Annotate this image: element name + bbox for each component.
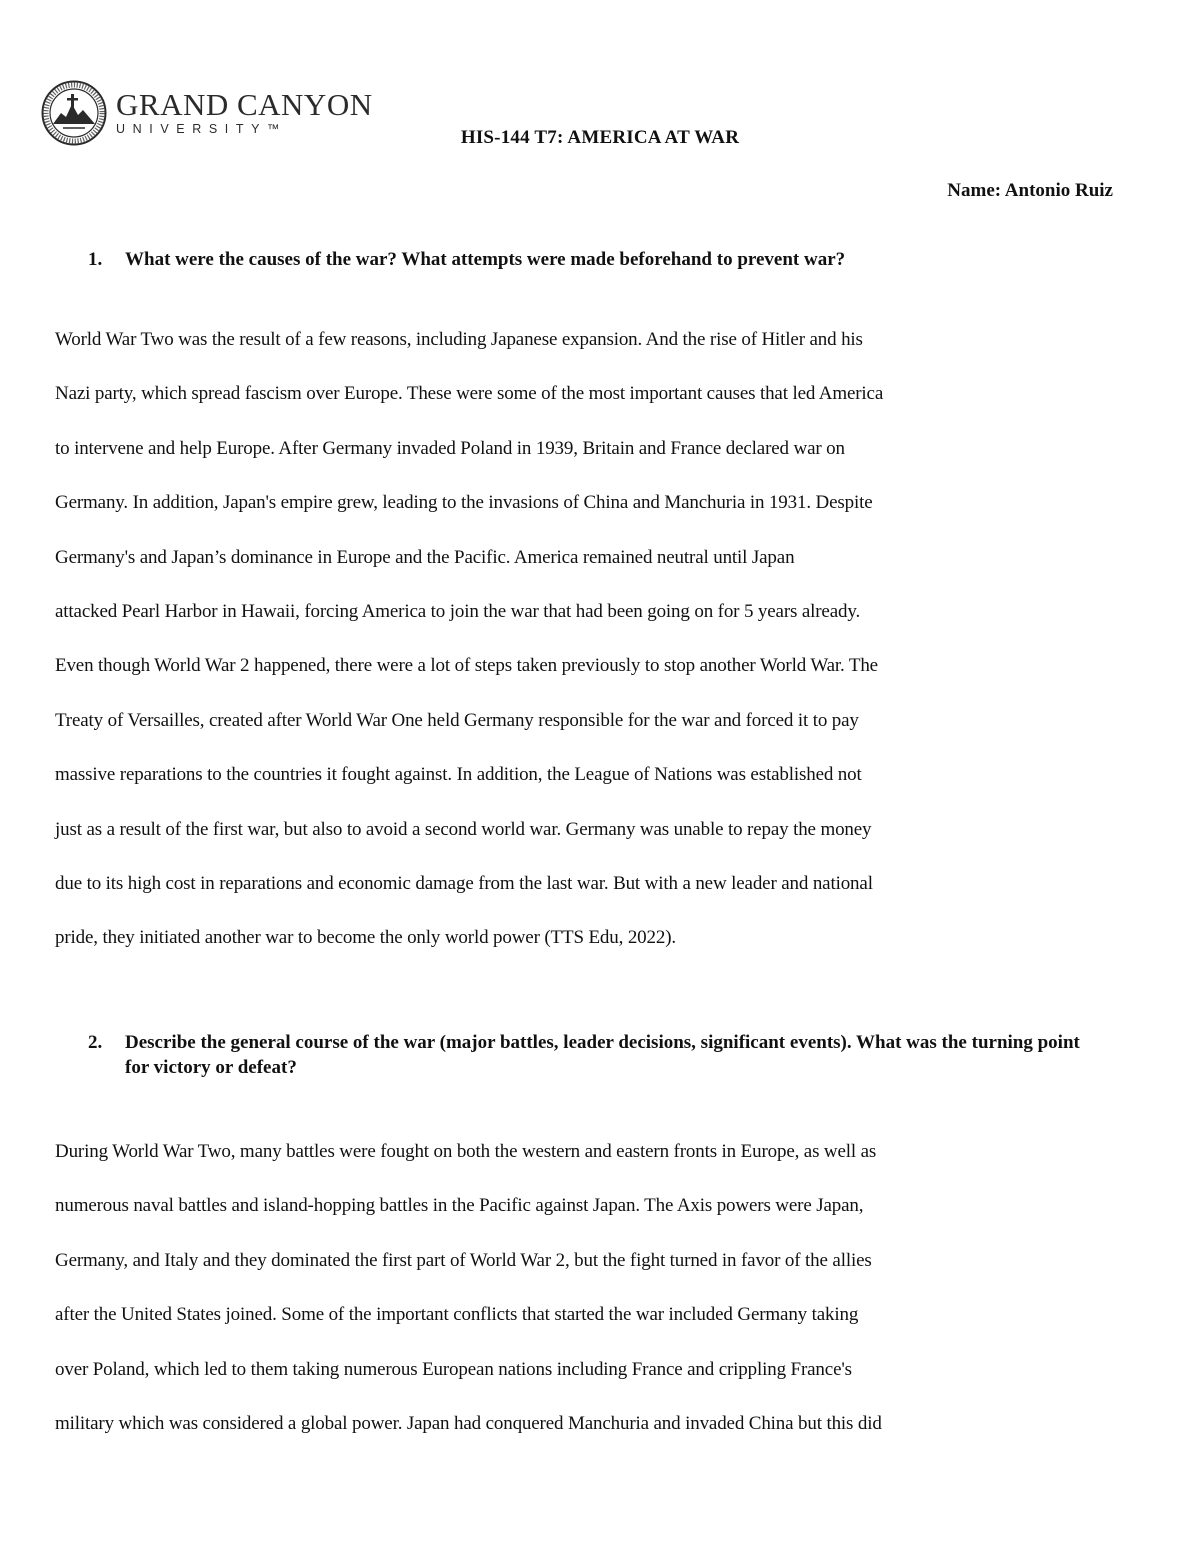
answer-line: just as a result of the first war, but also to avoid a second world war. Germany was unable to repay the money xyxy=(55,818,872,840)
answer-line: over Poland, which led to them taking numerous European nations including France and crippling France's xyxy=(55,1358,852,1380)
logo-subtitle: UNIVERSITY™ xyxy=(116,122,288,136)
answer-line: due to its high cost in reparations and economic damage from the last war. But with a new leader and national xyxy=(55,873,873,895)
question-number: 2. xyxy=(88,1032,103,1053)
question-text: Describe the general course of the war (major battles, leader decisions, significant events). What was the turning point for victory or defeat? xyxy=(125,1032,1080,1078)
answer-line: World War Two was the result of a few reasons, including Japanese expansion. And the rise of Hitler and his xyxy=(55,329,863,350)
question-2 xyxy=(88,1030,1108,1080)
question-number: 1. xyxy=(88,249,103,270)
answer-line: military which was considered a global power. Japan had conquered Manchuria and invaded China but this did xyxy=(55,1413,882,1435)
answer-line: attacked Pearl Harbor in Hawaii, forcing America to join the war that had been going on for 5 years already. xyxy=(55,601,861,623)
answer-line: pride, they initiated another war to become the only world power (TTS Edu, 2022). xyxy=(55,927,677,949)
answer-line: Germany's and Japan’s dominance in Europe and the Pacific. America remained neutral until Japan xyxy=(55,546,795,568)
answer-line: after the United States joined. Some of the important conflicts that started the war included Germany taking xyxy=(55,1304,859,1326)
answer-line: During World War Two, many battles were fought on both the western and eastern fronts in Europe, as well as xyxy=(55,1141,877,1162)
answer-line: numerous naval battles and island-hopping battles in the Pacific against Japan. The Axis powers were Japan, xyxy=(55,1195,864,1217)
answer-line: Even though World War 2 happened, there were a lot of steps taken previously to stop another World War. The xyxy=(55,655,878,677)
question-1 xyxy=(88,247,1108,272)
answer-line: Nazi party, which spread fascism over Europe. These were some of the most important causes that led America xyxy=(55,383,884,405)
answer-1 xyxy=(55,313,1115,966)
answer-line: to intervene and help Europe. After Germany invaded Poland in 1939, Britain and France declared war on xyxy=(55,437,845,459)
answer-line: Treaty of Versailles, created after World War One held Germany responsible for the war and forced it to pay xyxy=(55,709,859,731)
answer-line: massive reparations to the countries it fought against. In addition, the League of Nations was established not xyxy=(55,764,862,786)
student-name: Name: Antonio Ruiz xyxy=(947,180,1113,201)
answer-line: Germany. In addition, Japan's empire grew, leading to the invasions of China and Manchuria in 1931. Despite xyxy=(55,492,873,514)
answer-line: Germany, and Italy and they dominated the first part of World War 2, but the fight turned in favor of the allies xyxy=(55,1249,872,1271)
document-title: HIS-144 T7: AMERICA AT WAR xyxy=(460,127,740,148)
answer-2 xyxy=(55,1125,1115,1451)
question-text: What were the causes of the war? What attempts were made beforehand to prevent war? xyxy=(125,249,846,270)
logo-name: GRAND CANYON xyxy=(116,87,373,122)
